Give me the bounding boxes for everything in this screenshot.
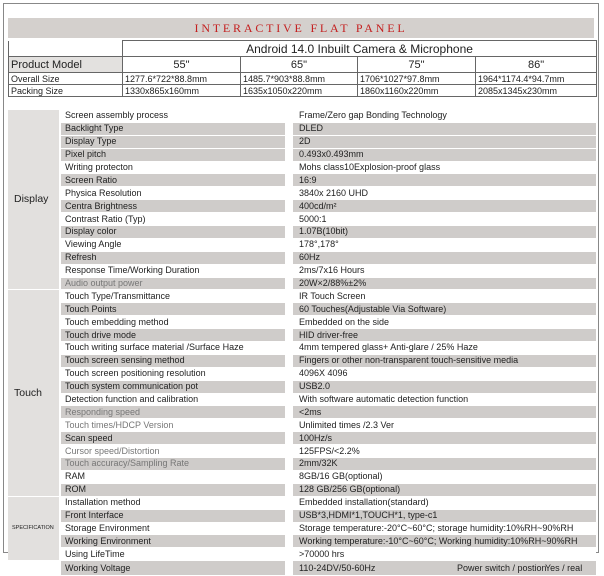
spec-row <box>8 213 596 226</box>
spec-value: 16:9 <box>293 174 596 187</box>
spec-row <box>8 522 596 535</box>
spacer <box>285 483 293 496</box>
spec-key: Screen Ratio <box>60 174 285 187</box>
spec-row <box>8 226 596 239</box>
voltage-value: 110-24DV/50-60Hz <box>299 562 376 573</box>
spacer <box>285 110 293 122</box>
spec-row <box>8 406 596 419</box>
spec-key: Storage Environment <box>60 522 285 535</box>
spec-key: Installation method <box>60 496 285 509</box>
spec-key: Display color <box>60 226 285 239</box>
spec-table <box>8 110 596 576</box>
spec-value: 400cd/m² <box>293 200 596 213</box>
spec-value: USB*3,HDMI*1,TOUCH*1, type-c1 <box>293 509 596 522</box>
spec-key: RAM <box>60 470 285 483</box>
overall-size-label: Overall Size <box>9 73 123 85</box>
spacer <box>285 135 293 148</box>
spec-row <box>8 303 596 316</box>
spec-value: USB2.0 <box>293 380 596 393</box>
spec-key: Working Environment <box>60 535 285 548</box>
spec-row <box>8 277 596 290</box>
spacer <box>285 200 293 213</box>
blank-section-cell <box>8 561 60 576</box>
spec-value: 4096X 4096 <box>293 367 596 380</box>
spec-row <box>8 161 596 174</box>
power-switch-value: Yes / real <box>545 562 583 573</box>
spec-key: Touch embedding method <box>60 316 285 329</box>
spec-value: 128 GB/256 GB(optional) <box>293 483 596 496</box>
spec-key: Detection function and calibration <box>60 393 285 406</box>
spec-key: Working Voltage <box>60 561 285 576</box>
spec-row <box>8 496 596 509</box>
spec-key: Display Type <box>60 135 285 148</box>
spec-value: <2ms <box>293 406 596 419</box>
model-size-75: 75" <box>358 57 476 73</box>
spec-key: Touch system communication pot <box>60 380 285 393</box>
spec-row <box>8 380 596 393</box>
spacer <box>285 509 293 522</box>
spec-value: 125FPS/<2.2% <box>293 445 596 458</box>
spec-key: Scan speed <box>60 432 285 445</box>
spacer <box>285 367 293 380</box>
spec-key: Physica Resolution <box>60 187 285 200</box>
model-table <box>8 40 597 97</box>
spec-row <box>8 342 596 355</box>
spacer <box>285 548 293 561</box>
spacer <box>285 122 293 135</box>
spec-row <box>8 509 596 522</box>
spec-value: 3840x 2160 UHD <box>293 187 596 200</box>
spacer <box>285 174 293 187</box>
subtitle: Android 14.0 Inbuilt Camera & Microphone <box>123 41 597 57</box>
overall-size-55: 1277.6*722*88.8mm <box>123 73 241 85</box>
spec-row <box>8 135 596 148</box>
spec-value: >70000 hrs <box>293 548 596 561</box>
section-label: SPECIFICATION <box>8 496 60 560</box>
spec-key: Centra Brightness <box>60 200 285 213</box>
spec-key: Touch drive mode <box>60 329 285 342</box>
spec-row <box>8 367 596 380</box>
spec-sheet <box>3 3 599 573</box>
spec-key: Contrast Ratio (Typ) <box>60 213 285 226</box>
blank-cell <box>9 41 123 57</box>
spec-row <box>8 174 596 187</box>
spec-key: Writing protecton <box>60 161 285 174</box>
spec-key: Refresh <box>60 251 285 264</box>
model-size-65: 65" <box>241 57 358 73</box>
spacer <box>285 238 293 251</box>
spacer <box>285 470 293 483</box>
spacer <box>285 535 293 548</box>
spec-value: 4mm tempered glass+ Anti-glare / 25% Haze <box>293 342 596 355</box>
spec-value: Storage temperature:-20°C~60°C; storage humidity:10%RH~90%RH <box>293 522 596 535</box>
spec-key: Front Interface <box>60 509 285 522</box>
overall-size-86: 1964*1174.4*94.7mm <box>476 73 597 85</box>
spacer <box>285 445 293 458</box>
spacer <box>285 432 293 445</box>
spec-row <box>8 251 596 264</box>
spec-value: 1.07B(10bit) <box>293 226 596 239</box>
model-size-86: 86" <box>476 57 597 73</box>
spec-value: 60 Touches(Adjustable Via Software) <box>293 303 596 316</box>
spec-value: Unlimited times /2.3 Ver <box>293 419 596 432</box>
spec-row <box>8 329 596 342</box>
spec-value: 8GB/16 GB(optional) <box>293 470 596 483</box>
spec-key: Response Time/Working Duration <box>60 264 285 277</box>
spec-value: Fingers or other non-transparent touch-sensitive media <box>293 354 596 367</box>
spec-value: 20W×2/88%±2% <box>293 277 596 290</box>
spacer <box>285 342 293 355</box>
product-model-header: Product Model <box>9 57 123 73</box>
section-label: Touch <box>8 290 60 496</box>
page-title: INTERACTIVE FLAT PANEL <box>8 18 594 38</box>
spec-row <box>8 290 596 303</box>
spacer <box>285 329 293 342</box>
spec-row <box>8 393 596 406</box>
spec-row <box>8 483 596 496</box>
spacer <box>285 161 293 174</box>
spec-key: Touch Points <box>60 303 285 316</box>
spec-row <box>8 419 596 432</box>
spec-key: Using LifeTime <box>60 548 285 561</box>
spec-value: 0.493x0.493mm <box>293 148 596 161</box>
spec-value: IR Touch Screen <box>293 290 596 303</box>
spec-key: Pixel pitch <box>60 148 285 161</box>
spec-row <box>8 316 596 329</box>
spec-row <box>8 548 596 561</box>
packing-size-55: 1330x865x160mm <box>123 85 241 97</box>
packing-size-86: 2085x1345x230mm <box>476 85 597 97</box>
spec-row-working-voltage <box>8 561 596 576</box>
spec-row <box>8 445 596 458</box>
packing-size-65: 1635x1050x220mm <box>241 85 358 97</box>
spacer <box>285 226 293 239</box>
spec-value <box>293 561 596 576</box>
spec-value: 2D <box>293 135 596 148</box>
spacer <box>285 522 293 535</box>
spacer <box>285 380 293 393</box>
spec-key: Touch writing surface material /Surface Haze <box>60 342 285 355</box>
spec-value: DLED <box>293 122 596 135</box>
spacer <box>285 290 293 303</box>
spacer <box>285 496 293 509</box>
section-label: Display <box>8 110 60 290</box>
spacer <box>285 316 293 329</box>
spacer <box>285 393 293 406</box>
spec-row <box>8 122 596 135</box>
spacer <box>285 251 293 264</box>
spacer <box>285 213 293 226</box>
power-switch-label: Power switch / postion <box>457 562 547 573</box>
packing-size-label: Packing Size <box>9 85 123 97</box>
spec-key: Screen assembly process <box>60 110 285 122</box>
spec-key: Touch screen positioning resolution <box>60 367 285 380</box>
spec-key: Backlight Type <box>60 122 285 135</box>
spec-row <box>8 200 596 213</box>
spec-value: 2mm/32K <box>293 458 596 471</box>
spec-key: Touch times/HDCP Version <box>60 419 285 432</box>
model-size-55: 55" <box>123 57 241 73</box>
spec-row <box>8 187 596 200</box>
spec-row <box>8 238 596 251</box>
spec-key: Cursor speed/Distortion <box>60 445 285 458</box>
spec-value: Frame/Zero gap Bonding Technology <box>293 110 596 122</box>
spec-value: 178°,178° <box>293 238 596 251</box>
spacer <box>285 458 293 471</box>
spec-value: Mohs class10Explosion-proof glass <box>293 161 596 174</box>
spec-value: HID driver-free <box>293 329 596 342</box>
spacer <box>285 406 293 419</box>
spacer <box>285 148 293 161</box>
spec-key: Viewing Angle <box>60 238 285 251</box>
spec-row <box>8 148 596 161</box>
spacer <box>285 419 293 432</box>
spec-value: 2ms/7x16 Hours <box>293 264 596 277</box>
spacer <box>285 277 293 290</box>
spec-key: Touch accuracy/Sampling Rate <box>60 458 285 471</box>
spec-value: 100Hz/s <box>293 432 596 445</box>
spec-row <box>8 458 596 471</box>
spec-row <box>8 264 596 277</box>
spec-value: Working temperature:-10°C~60°C; Working humidity:10%RH~90%RH <box>293 535 596 548</box>
spacer <box>285 303 293 316</box>
spec-key: ROM <box>60 483 285 496</box>
spec-value: Embedded on the side <box>293 316 596 329</box>
spec-key: Touch Type/Transmittance <box>60 290 285 303</box>
spec-key: Audio output power <box>60 277 285 290</box>
spacer <box>285 561 293 576</box>
spacer <box>285 264 293 277</box>
spec-row <box>8 470 596 483</box>
spec-value: Embedded installation(standard) <box>293 496 596 509</box>
spec-row <box>8 354 596 367</box>
spec-value: 5000:1 <box>293 213 596 226</box>
overall-size-65: 1485.7*903*88.8mm <box>241 73 358 85</box>
spec-value: 60Hz <box>293 251 596 264</box>
packing-size-75: 1860x1160x220mm <box>358 85 476 97</box>
spec-value: With software automatic detection function <box>293 393 596 406</box>
spec-key: Touch screen sensing method <box>60 354 285 367</box>
spec-row <box>8 110 596 122</box>
spacer <box>285 354 293 367</box>
spec-row <box>8 535 596 548</box>
spec-key: Responding speed <box>60 406 285 419</box>
spacer <box>285 187 293 200</box>
spec-row <box>8 432 596 445</box>
overall-size-75: 1706*1027*97.8mm <box>358 73 476 85</box>
